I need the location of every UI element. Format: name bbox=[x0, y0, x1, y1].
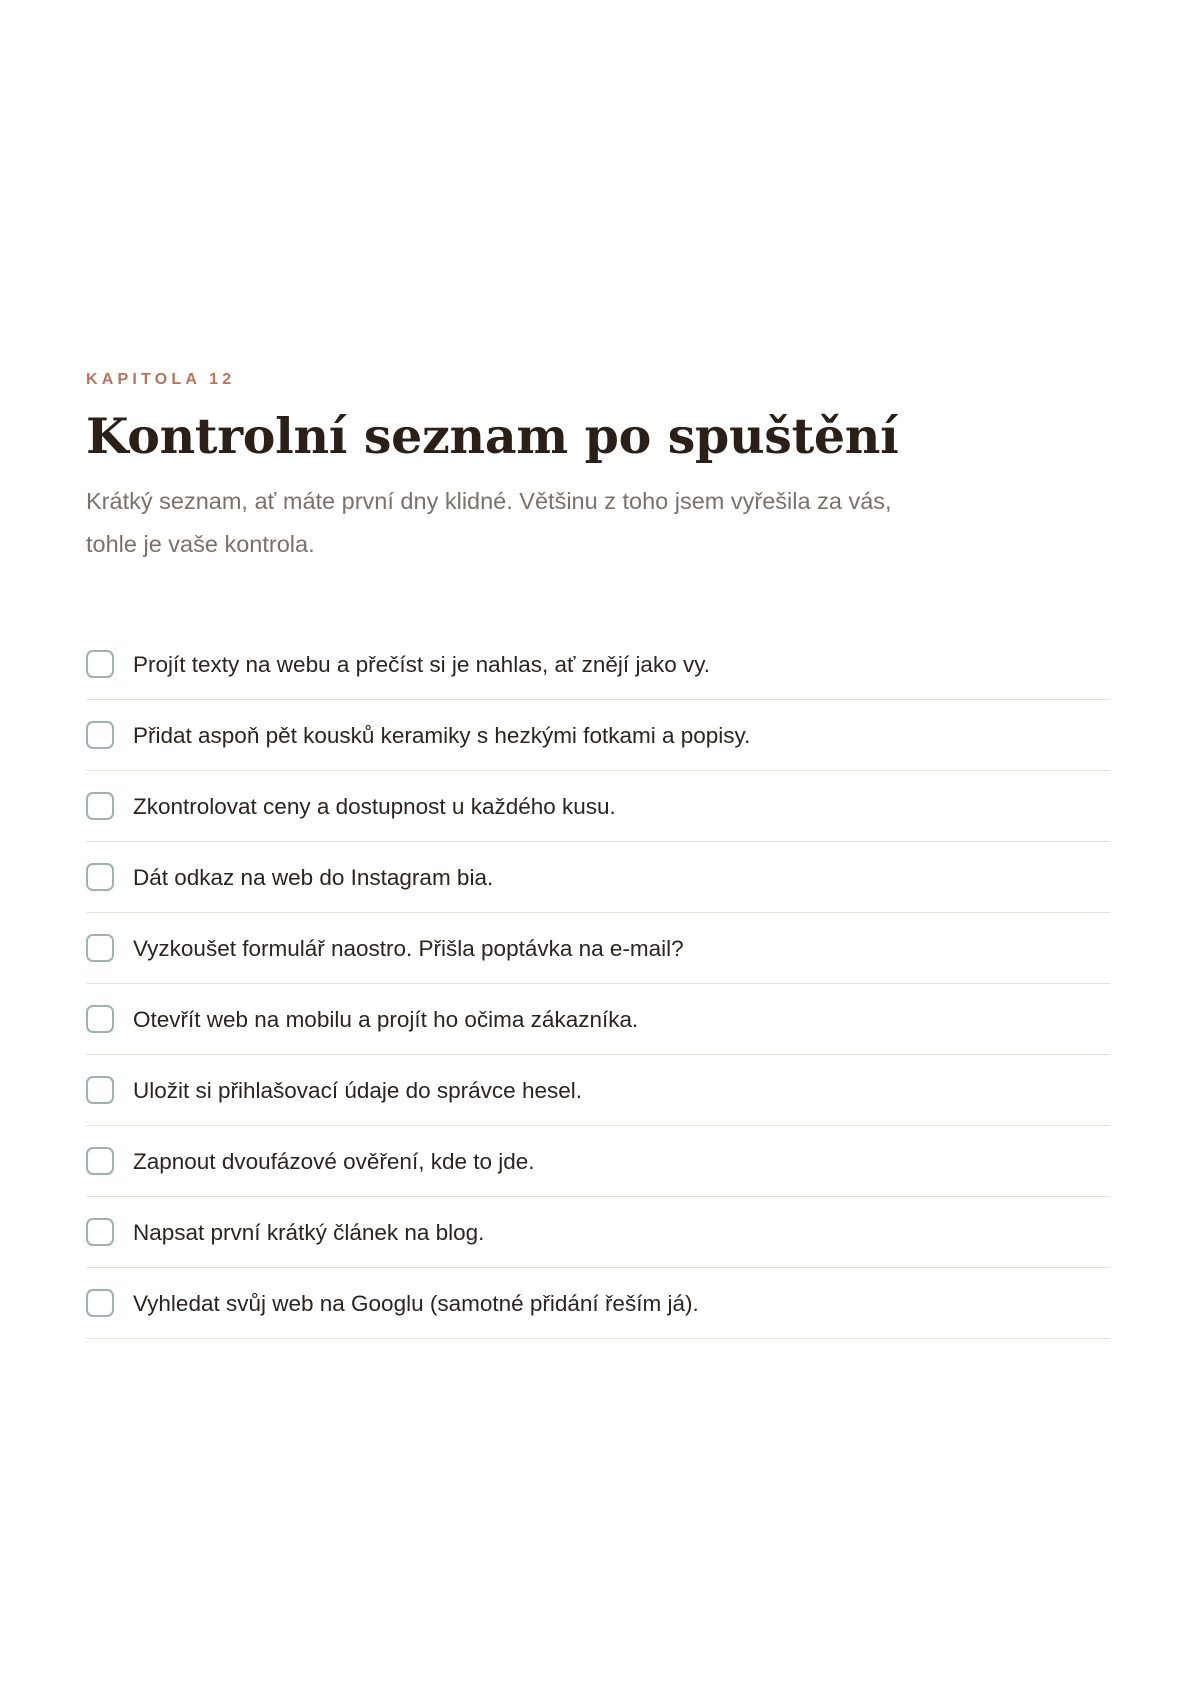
checkbox[interactable] bbox=[86, 1218, 114, 1246]
checklist-item-text: Uložit si přihlašovací údaje do správce hesel. bbox=[133, 1077, 582, 1103]
checkbox[interactable] bbox=[86, 1289, 114, 1317]
chapter-label: KAPITOLA 12 bbox=[86, 371, 236, 388]
checkbox[interactable] bbox=[86, 1147, 114, 1175]
checklist-item[interactable] bbox=[86, 1197, 1110, 1268]
checklist-item[interactable] bbox=[86, 771, 1110, 842]
checklist-item-text: Otevřít web na mobilu a projít ho očima zákazníka. bbox=[133, 1006, 639, 1032]
checkbox[interactable] bbox=[86, 721, 114, 749]
checklist-page bbox=[86, 370, 1110, 1339]
checkbox[interactable] bbox=[86, 934, 114, 962]
checkbox[interactable] bbox=[86, 1076, 114, 1104]
checklist-item[interactable] bbox=[86, 1055, 1110, 1126]
checklist-item-text: Dát odkaz na web do Instagram bia. bbox=[133, 864, 494, 890]
checkbox[interactable] bbox=[86, 650, 114, 678]
checklist-item-text: Přidat aspoň pět kousků keramiky s hezkými fotkami a popisy. bbox=[133, 722, 751, 748]
checklist-item-text: Vyzkoušet formulář naostro. Přišla poptávka na e-mail? bbox=[133, 935, 684, 961]
checklist-item[interactable] bbox=[86, 629, 1110, 700]
checkbox[interactable] bbox=[86, 863, 114, 891]
checklist-item-text: Zapnout dvoufázové ověření, kde to jde. bbox=[133, 1148, 535, 1174]
page-title: Kontrolní seznam po spuštění bbox=[86, 407, 899, 465]
checklist-item-text: Vyhledat svůj web na Googlu (samotné přidání řeším já). bbox=[133, 1290, 699, 1316]
intro-text: Krátký seznam, ať máte první dny klidné. Většinu z toho jsem vyřešila za vás, tohle je vaše kontrola. bbox=[86, 488, 892, 557]
checklist-item[interactable] bbox=[86, 984, 1110, 1055]
checklist-item[interactable] bbox=[86, 700, 1110, 771]
checklist-item[interactable] bbox=[86, 1126, 1110, 1197]
checklist-item-text: Zkontrolovat ceny a dostupnost u každého kusu. bbox=[133, 793, 616, 819]
checklist-item-text: Projít texty na webu a přečíst si je nahlas, ať znějí jako vy. bbox=[133, 651, 711, 677]
checklist bbox=[86, 629, 1110, 1339]
checkbox[interactable] bbox=[86, 1005, 114, 1033]
checklist-item[interactable] bbox=[86, 1268, 1110, 1339]
checkbox[interactable] bbox=[86, 792, 114, 820]
checklist-item[interactable] bbox=[86, 913, 1110, 984]
checklist-item-text: Napsat první krátký článek na blog. bbox=[133, 1219, 485, 1245]
checklist-item[interactable] bbox=[86, 842, 1110, 913]
